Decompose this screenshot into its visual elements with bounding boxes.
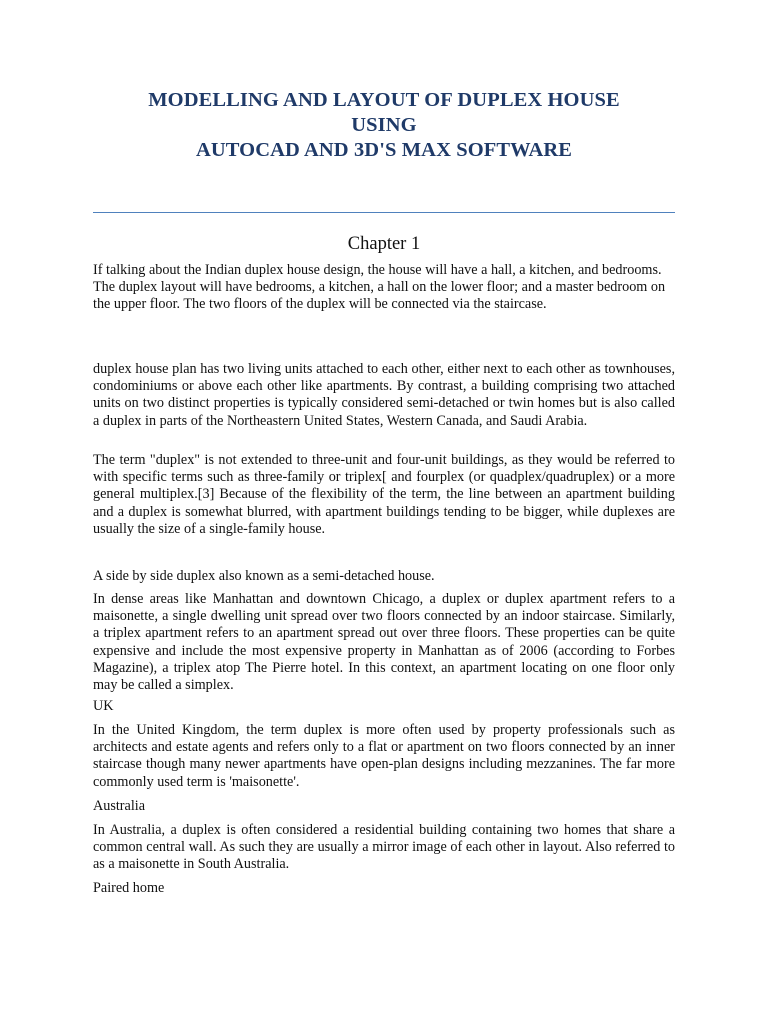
paragraph-australia xyxy=(93,822,675,874)
document-header xyxy=(93,88,675,163)
section-heading: Australia xyxy=(93,798,146,814)
paragraph-side-by-side xyxy=(93,568,675,585)
chapter-heading: Chapter 1 xyxy=(347,234,421,254)
paragraph-term xyxy=(93,452,675,538)
paragraph-definition xyxy=(93,361,675,430)
section-heading-australia xyxy=(93,798,675,815)
section-heading: Paired home xyxy=(93,880,165,896)
section-heading-uk xyxy=(93,698,675,715)
paragraph: duplex house plan has two living units attached to each other, either next to each other as townhouses, condominiums or above each other like apartments. By contrast, a building comprising two attached units on two distinct properties is typically considered semi-detached or twin homes but is also called a duplex in parts of the Northeastern United States, Western Canada, and Saudi Arabia. xyxy=(93,361,675,429)
title-divider xyxy=(93,212,675,213)
paragraph: In Australia, a duplex is often considered a residential building containing two homes that share a common central wall. As such they are usually a mirror image of each other in layout. Also referred to as a maisonette in South Australia. xyxy=(93,822,675,873)
section-heading: UK xyxy=(93,698,114,714)
paragraph-intro xyxy=(93,262,675,314)
document-title xyxy=(93,88,675,163)
paragraph: If talking about the Indian duplex house design, the house will have a hall, a kitchen, and bedrooms. The duplex layout will have bedrooms, a kitchen, a hall on the lower floor; and a master bedroom on the upper floor. The two floors of the duplex will be connected via the staircase. xyxy=(93,262,666,313)
title-line-2: USING xyxy=(351,114,417,136)
paragraph-uk xyxy=(93,722,675,791)
paragraph-dense-areas xyxy=(93,591,675,694)
title-line-1: MODELLING AND LAYOUT OF DUPLEX HOUSE xyxy=(148,89,620,111)
section-heading-paired-home xyxy=(93,880,675,897)
paragraph: In dense areas like Manhattan and downtown Chicago, a duplex or duplex apartment refers to a maisonette, a single dwelling unit spread over two floors connected by an indoor staircase. Similarly, a triplex apartment refers to an apartment spread out over three floors. These properties can be quite expensive and include the most expensive property in Manhattan as of 2006 (according to Forbes Magazine), a triplex atop The Pierre hotel. In this context, an apartment locating on one floor only may be called a simplex. xyxy=(93,591,675,694)
paragraph: The term "duplex" is not extended to three-unit and four-unit buildings, as they would be referred to with specific terms such as three-family or triplex[ and fourplex (or quadplex/quadruplex) or a more general multiplex.[3] Because of the flexibility of the term, the line between an apartment building and a duplex is somewhat blurred, with apartment buildings tending to be bigger, while duplexes are usually the size of a single-family house. xyxy=(93,452,675,537)
paragraph: In the United Kingdom, the term duplex is more often used by property professionals such as architects and estate agents and refers only to a flat or apartment on two floors connected by an inner staircase though many newer apartments have open-plan designs including mezzanines. The far more commonly used term is 'maisonette'. xyxy=(93,722,675,790)
title-line-3: AUTOCAD AND 3D'S MAX SOFTWARE xyxy=(195,139,573,161)
paragraph: A side by side duplex also known as a semi-detached house. xyxy=(93,568,435,584)
